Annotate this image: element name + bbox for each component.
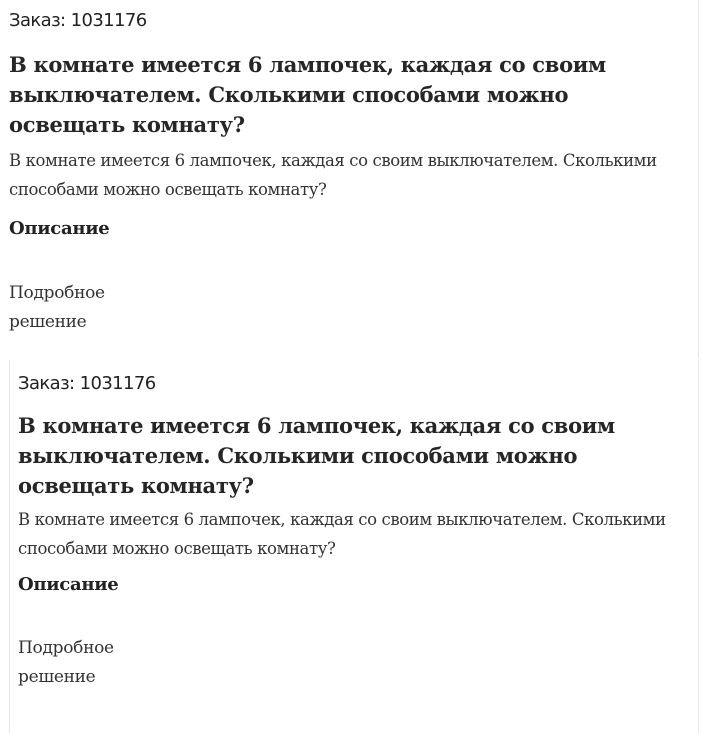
description-heading: Описание xyxy=(18,574,119,595)
order-card-2 xyxy=(9,360,699,733)
problem-title: В комнате имеется 6 лампочек, каждая со своим выключателем. Сколькими способами можно освещать комнату? xyxy=(18,413,615,498)
detailed-solution-link[interactable]: Подробное решение xyxy=(9,283,105,332)
detailed-solution-link[interactable]: Подробное решение xyxy=(18,638,114,687)
order-card-1 xyxy=(0,0,699,358)
problem-description: В комнате имеется 6 лампочек, каждая со своим выключателем. Сколькими способами можно освещать комнату? xyxy=(9,151,657,199)
order-number: Заказ: 1031176 xyxy=(9,10,147,31)
problem-description: В комнате имеется 6 лампочек, каждая со своим выключателем. Сколькими способами можно освещать комнату? xyxy=(18,510,666,558)
problem-title: В комнате имеется 6 лампочек, каждая со своим выключателем. Сколькими способами можно освещать комнату? xyxy=(9,52,606,137)
order-number: Заказ: 1031176 xyxy=(18,373,156,394)
description-heading: Описание xyxy=(9,218,110,239)
